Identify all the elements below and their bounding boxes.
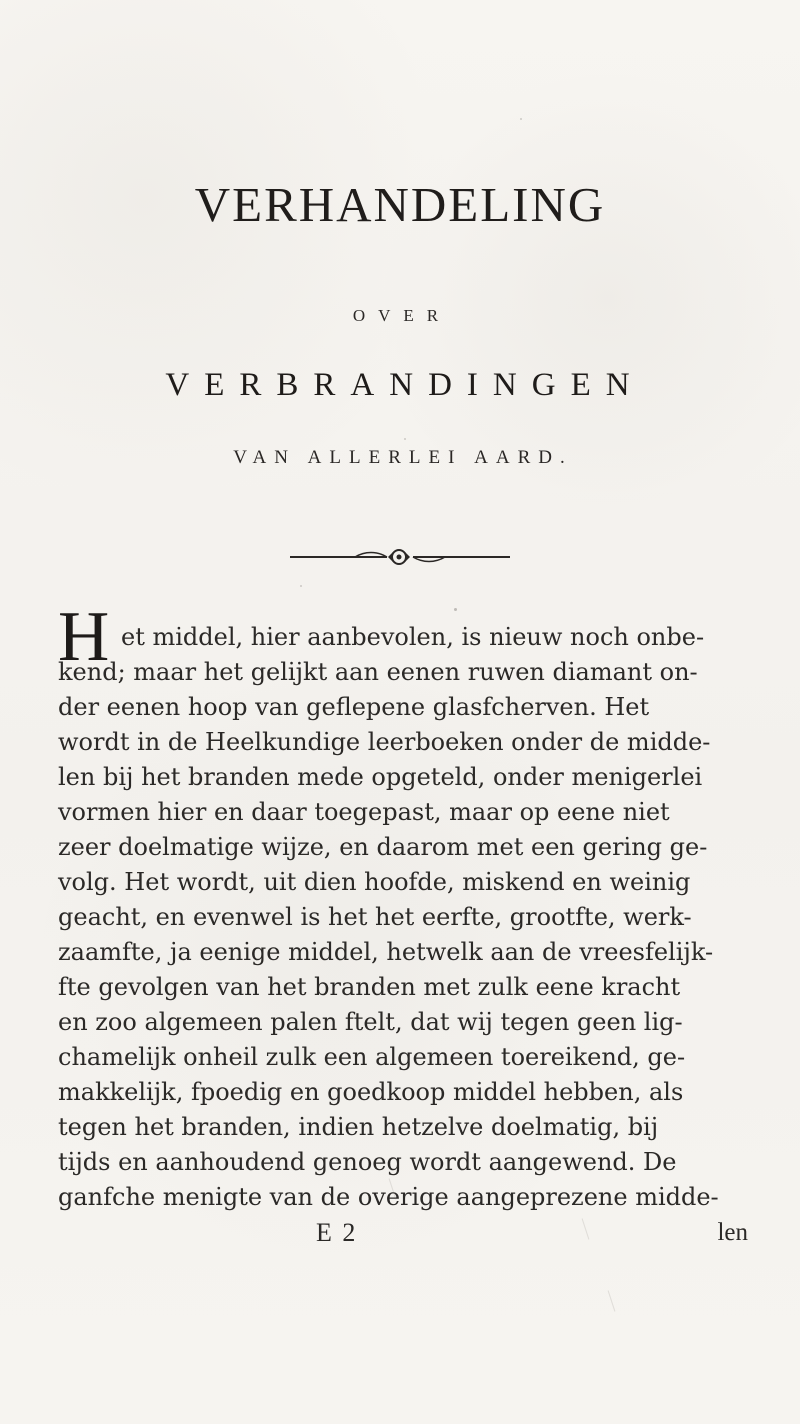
- body-text: [58, 598, 748, 1251]
- body-line-5: len bij het branden mede opgeteld, onder menigerlei: [58, 763, 703, 791]
- body-line-6: vormen hier en daar toegepast, maar op eene niet: [58, 798, 670, 826]
- paragraph-line-10: [58, 935, 748, 970]
- body-line-1: et middel, hier aanbevolen, is nieuw noch onbe-: [121, 623, 705, 651]
- paragraph-line-6: [58, 795, 748, 830]
- body-line-4: wordt in de Heelkundige leerboeken onder de midde-: [58, 728, 711, 756]
- paper-speck: [404, 438, 406, 440]
- subtitle-van-allerlei-aard: VAN ALLERLEI AARD.: [233, 447, 573, 468]
- paragraph-line-4: [58, 725, 748, 760]
- paragraph-line-14: [58, 1075, 748, 1110]
- body-line-9: geacht, en evenwel is het het eerfte, grootfte, werk-: [58, 903, 692, 931]
- decorative-ornament-icon: [285, 545, 515, 569]
- body-line-11: fte gevolgen van het branden met zulk eene kracht: [58, 973, 681, 1001]
- paragraph-line-5: [58, 760, 748, 795]
- body-line-7: zeer doelmatige wijze, en daarom met een gering ge-: [58, 833, 708, 861]
- main-title: VERHANDELING: [194, 177, 606, 232]
- body-line-10: zaamfte, ja eenige middel, hetwelk aan de vreesfelijk-: [58, 938, 714, 966]
- body-line-12: en zoo algemeen palen ftelt, dat wij tegen geen lig-: [58, 1008, 683, 1036]
- paper-speck: [454, 608, 457, 611]
- paragraph-line-2: [58, 655, 748, 690]
- body-line-16: tijds en aanhoudend genoeg wordt aangewend. De: [58, 1148, 677, 1176]
- paragraph-line-16: [58, 1145, 748, 1180]
- body-line-2: kend; maar het gelijkt aan eenen ruwen diamant on-: [58, 658, 698, 686]
- body-line-17: ganfche menigte van de overige aangeprezene midde-: [58, 1183, 719, 1211]
- paragraph-line-17: [58, 1180, 748, 1215]
- paragraph-line-12: [58, 1005, 748, 1040]
- page-footer: [58, 1215, 748, 1251]
- paragraph-line-13: [58, 1040, 748, 1075]
- paragraph-line-11: [58, 970, 748, 1005]
- subtitle-over: OVER: [352, 306, 452, 325]
- subtitle-verbrandingen: VERBRANDINGEN: [165, 367, 645, 403]
- body-line-3: der eenen hoop van geflepene glasfcherven. Het: [58, 693, 650, 721]
- paper-fiber: [608, 1290, 616, 1311]
- paragraph-line-15: [58, 1110, 748, 1145]
- drop-cap: H: [58, 598, 110, 676]
- signature-mark: E 2: [316, 1218, 358, 1247]
- body-line-15: tegen het branden, indien hetzelve doelmatig, bij: [58, 1113, 659, 1141]
- paragraph-line-3: [58, 690, 748, 725]
- body-line-13: chamelijk onheil zulk een algemeen toereikend, ge-: [58, 1043, 686, 1071]
- paragraph-line-9: [58, 900, 748, 935]
- catchword: len: [717, 1219, 748, 1246]
- paragraph-line-7: [58, 830, 748, 865]
- paper-speck: [300, 585, 302, 587]
- body-line-14: makkelijk, fpoedig en goedkoop middel hebben, als: [58, 1078, 684, 1106]
- paper-speck: [520, 118, 522, 120]
- paragraph-line-8: [58, 865, 748, 900]
- body-line-8: volg. Het wordt, uit dien hoofde, miskend en weinig: [58, 868, 691, 896]
